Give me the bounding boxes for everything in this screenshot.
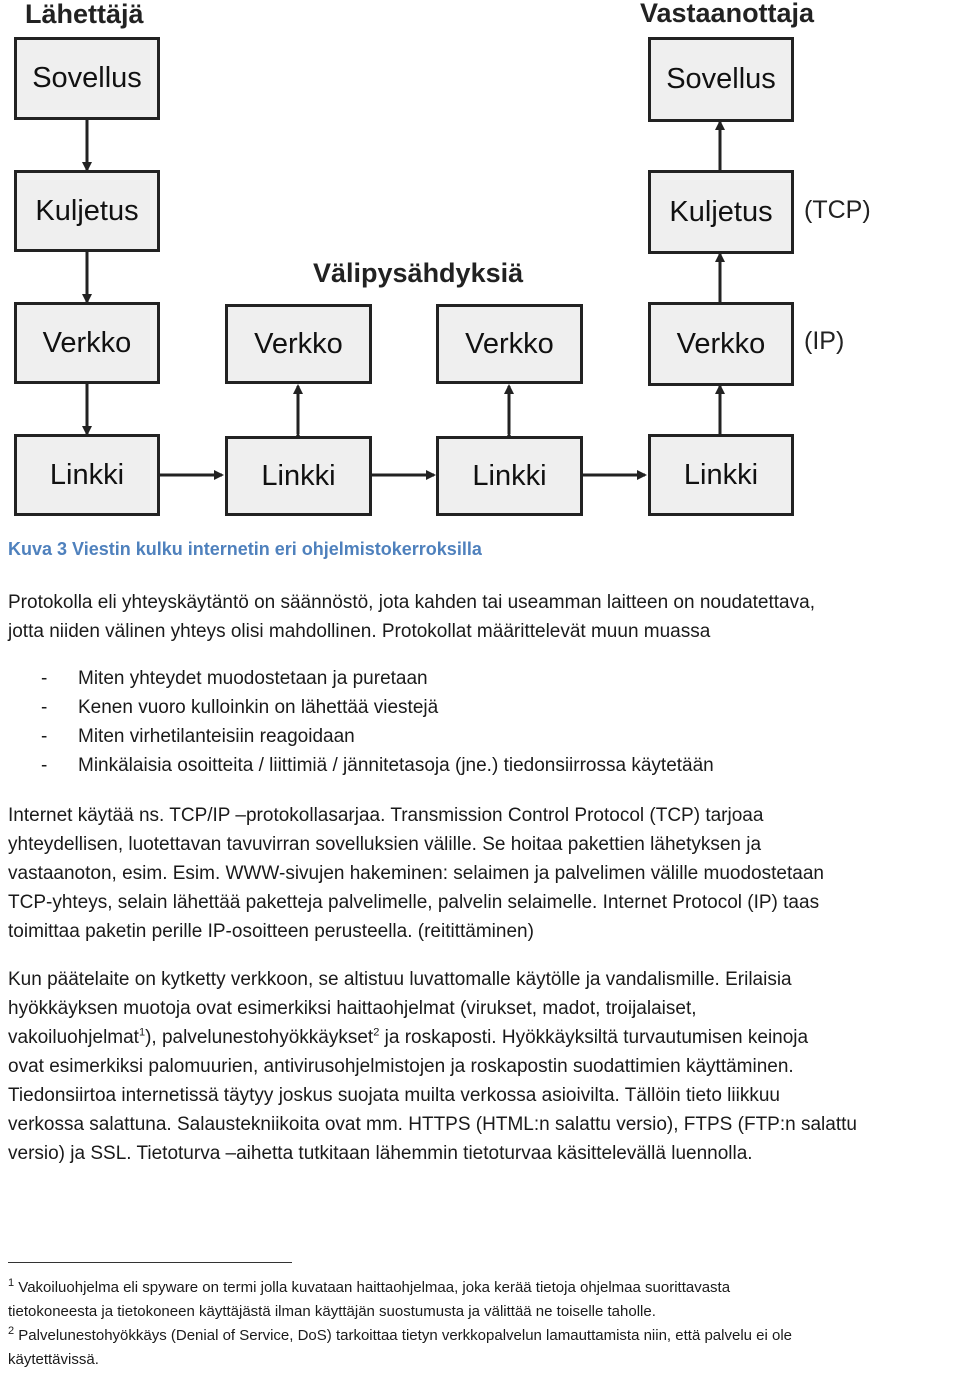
protocol-layer-diagram bbox=[0, 0, 960, 525]
list-item: - Kenen vuoro kulloinkin on lähettää viestejä bbox=[8, 693, 714, 722]
paragraph-line: ovat esimerkiksi palomuurien, antivirusohjelmistojen ja roskapostin suodattimien käyttäminen. bbox=[8, 1056, 794, 1077]
paragraph-line: Tiedonsiirtoa internetissä täytyy joskus suojata muilta verkossa asioivilta. Tällöin tieto liikkuu bbox=[8, 1085, 780, 1106]
intermediate-hops-heading: Välipysähdyksiä bbox=[313, 258, 524, 288]
paragraph-line: Kun päätelaite on kytketty verkkoon, se altistuu luvattomalle käytölle ja vandalismille. Erilaisia bbox=[8, 969, 792, 990]
list-item: - Miten yhteydet muodostetaan ja puretaan bbox=[8, 664, 714, 693]
receiver-transport-box: Kuljetus bbox=[648, 170, 794, 254]
list-item-text: Minkälaisia osoitteita / liittimiä / jännitetasoja (jne.) tiedonsiirrossa käytetään bbox=[78, 755, 714, 776]
receiver-link-box: Linkki bbox=[648, 434, 794, 516]
paragraph-line: Internet käytää ns. TCP/IP –protokollasarjaa. Transmission Control Protocol (TCP) tarjoaa bbox=[8, 805, 764, 826]
receiver-application-box: Sovellus bbox=[648, 37, 794, 122]
paragraph-line: vakoiluohjelmat$^1$), palvelunestohyökkäykset$^2$ ja roskaposti. Hyökkäyksiltä turvautumisen keinoja bbox=[8, 1026, 809, 1048]
list-item-text: Kenen vuoro kulloinkin on lähettää viestejä bbox=[78, 697, 439, 718]
list-item: - Miten virhetilanteisiin reagoidaan bbox=[8, 722, 714, 751]
intro-line: Protokolla eli yhteyskäytäntö on säännöstö, jota kahden tai useamman laitteen on noudatettava, bbox=[8, 592, 815, 613]
footnote-2-cont: käytettävissä. bbox=[8, 1351, 99, 1368]
paragraph-line: vastaanoton, esim. Esim. WWW-sivujen hakeminen: selaimen ja palvelimen välille muodostetaan bbox=[8, 863, 824, 884]
footnote-1-cont: tietokoneesta ja tietokoneen käyttäjästä ilman käyttäjän suostumusta ja välittää ne toiselle taholle. bbox=[8, 1303, 656, 1320]
intro-line: jotta niiden välinen yhteys olisi mahdollinen. Protokollat määrittelevät muun muassa bbox=[8, 621, 711, 642]
footnote-1: $^1$ Vakoiluohjelma eli spyware on termi jolla kuvataan haittaohjelmaa, joka kerää tietoja ohjelmaa suorittavasta bbox=[8, 1277, 731, 1296]
transport-protocol-label: (TCP) bbox=[804, 196, 871, 224]
footnote-ref-1[interactable]: 1 bbox=[138, 1026, 146, 1039]
paragraph-line: yhteydellisen, luotettavan tavuvirran sovelluksien välille. Se hoitaa pakettien lähetyksen ja bbox=[8, 834, 762, 855]
tcp-ip-paragraph bbox=[8, 801, 958, 946]
list-item: - Minkälaisia osoitteita / liittimiä / jännitetasoja (jne.) tiedonsiirrossa käytetään bbox=[8, 751, 714, 780]
sender-transport-box: Kuljetus bbox=[14, 170, 160, 252]
protocol-definition-list bbox=[8, 664, 714, 780]
footnote-2: $^2$ Palvelunestohyökkäys (Denial of Service, DoS) tarkoittaa tietyn verkkopalvelun lamauttamista niin, että palvelu ei ole bbox=[8, 1325, 793, 1344]
receiver-network-box: Verkko bbox=[648, 302, 794, 386]
list-item-text: Miten virhetilanteisiin reagoidaan bbox=[78, 726, 355, 747]
footnote-ref-2[interactable]: 2 bbox=[373, 1026, 380, 1039]
paragraph-line: versio) ja SSL. Tietoturva –aihetta tutkitaan lähemmin tietoturvaa käsittelevällä luennolla. bbox=[8, 1143, 753, 1164]
paragraph-line: TCP-yhteys, selain lähettää paketteja palvelimelle, palvelin selaimelle. Internet Protocol (IP) taas bbox=[8, 892, 820, 913]
router2-link-box: Linkki bbox=[436, 436, 583, 516]
sender-heading: Lähettäjä bbox=[25, 0, 144, 29]
sender-application-box: Sovellus bbox=[14, 37, 160, 120]
router1-network-box: Verkko bbox=[225, 304, 372, 384]
network-protocol-label: (IP) bbox=[804, 327, 845, 355]
footnotes bbox=[8, 1276, 960, 1372]
sender-link-box: Linkki bbox=[14, 434, 160, 516]
sender-network-box: Verkko bbox=[14, 302, 160, 384]
receiver-heading: Vastaanottaja bbox=[640, 0, 815, 28]
paragraph-line: hyökkäyksen muotoja ovat esimerkiksi haittaohjelmat (virukset, madot, troijalaiset, bbox=[8, 998, 697, 1019]
footnote-separator bbox=[8, 1262, 292, 1263]
intro-paragraph bbox=[8, 588, 958, 646]
router2-network-box: Verkko bbox=[436, 304, 583, 384]
router1-link-box: Linkki bbox=[225, 436, 372, 516]
paragraph-line: verkossa salattuna. Salaustekniikoita ovat mm. HTTPS (HTML:n salattu versio), FTPS (FTP:n salattu bbox=[8, 1114, 857, 1135]
paragraph-line: toimittaa paketin perille IP-osoitteen perusteella. (reitittäminen) bbox=[8, 921, 534, 942]
security-paragraph bbox=[8, 965, 958, 1168]
list-item-text: Miten yhteydet muodostetaan ja puretaan bbox=[78, 668, 428, 689]
figure-caption: Kuva 3 Viestin kulku internetin eri ohjelmistokerroksilla bbox=[8, 539, 482, 559]
